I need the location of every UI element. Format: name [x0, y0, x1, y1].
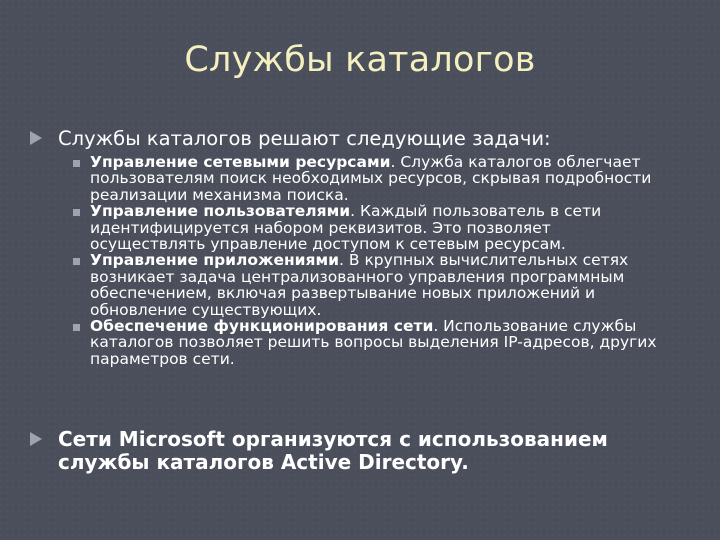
square-bullet-icon — [73, 209, 80, 216]
task-description: . В крупных вычислительных сетях возникает задача централизованного управления программным обеспечением, включая развертывание новых приложений и обновление существующих. — [90, 251, 629, 319]
task-item — [71, 154, 661, 203]
task-item — [71, 318, 661, 367]
intro-text: Службы каталогов решают следующие задачи: — [58, 127, 551, 150]
task-description: . Каждый пользователь в сети идентифицируется набором реквизитов. Это позволяет осуществлять управление доступом к сетевым ресурсам. — [90, 202, 602, 254]
task-heading: Управление приложениями — [90, 251, 340, 270]
task-heading: Обеспечение функционирования сети — [90, 317, 434, 336]
arrow-bullet-icon — [30, 131, 42, 145]
slide-title: Службы каталогов — [184, 40, 536, 80]
task-description: . Использование службы каталогов позволяет решить вопросы выделения IP-адресов, других параметров сети. — [90, 317, 657, 368]
intro-bullet — [30, 127, 690, 150]
arrow-bullet-icon — [30, 432, 42, 446]
conclusion-bullet — [30, 428, 690, 474]
task-heading: Управление сетевыми ресурсами — [90, 153, 391, 171]
task-item — [71, 252, 661, 318]
square-bullet-icon — [73, 160, 80, 167]
square-bullet-icon — [73, 258, 80, 265]
task-description: . Служба каталогов облегчает пользователям поиск необходимых ресурсов, скрывая подробности реализации механизма поиска. — [90, 153, 652, 204]
tasks-list — [71, 154, 661, 367]
task-item — [71, 203, 661, 252]
square-bullet-icon — [73, 324, 80, 331]
task-heading: Управление пользователями — [90, 202, 351, 221]
conclusion-text: Сети Microsoft организуются с использованием службы каталогов Active Directory. — [58, 427, 608, 474]
